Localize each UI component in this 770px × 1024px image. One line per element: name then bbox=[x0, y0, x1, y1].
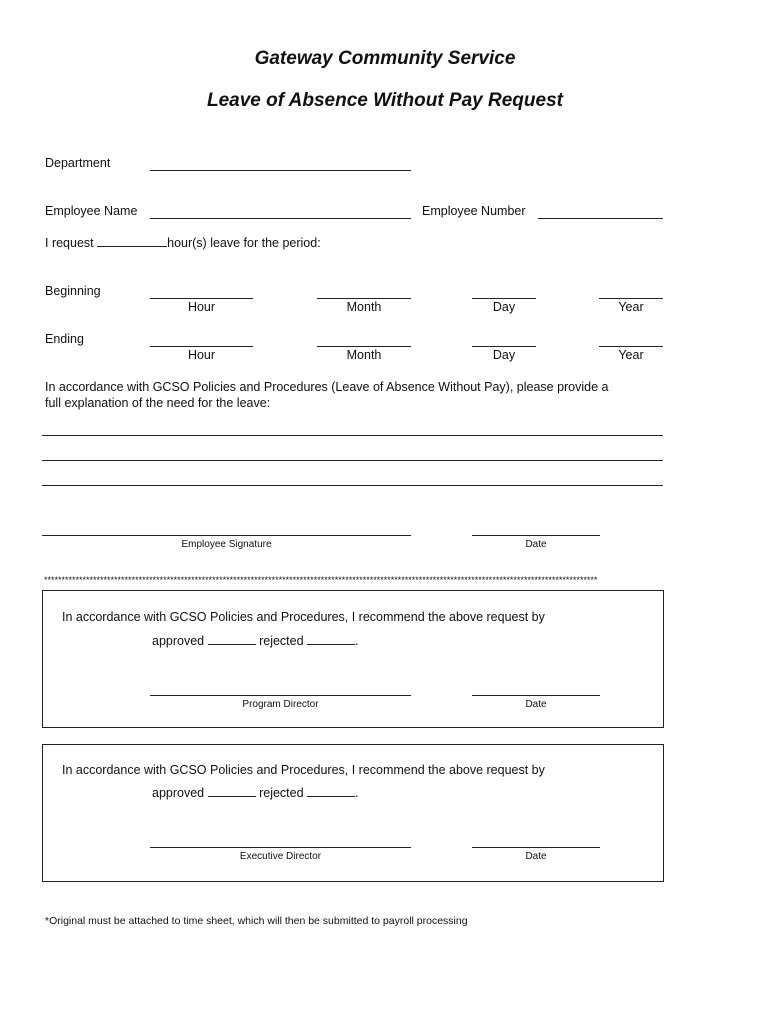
beginning-hour-field[interactable] bbox=[150, 298, 253, 299]
explanation-text-line1: In accordance with GCSO Policies and Procedures (Leave of Absence Without Pay), please provide a bbox=[45, 380, 609, 394]
employee-date-caption: Date bbox=[525, 539, 547, 550]
decision-period: . bbox=[355, 786, 359, 800]
explanation-line-1[interactable] bbox=[42, 435, 663, 436]
program-director-date-field[interactable] bbox=[472, 695, 600, 696]
rejected-label: rejected bbox=[259, 786, 304, 800]
beginning-year-caption: Year bbox=[618, 300, 644, 314]
beginning-year-field[interactable] bbox=[599, 298, 663, 299]
beginning-month-caption: Month bbox=[346, 300, 382, 314]
employee-name-field[interactable] bbox=[150, 218, 411, 219]
executive-director-signature-field[interactable] bbox=[150, 847, 411, 848]
program-director-decision-row bbox=[152, 634, 359, 648]
program-director-statement: In accordance with GCSO Policies and Procedures, I recommend the above request by bbox=[62, 610, 545, 624]
ending-label: Ending bbox=[45, 332, 84, 346]
request-suffix: hour(s) leave for the period: bbox=[167, 236, 321, 250]
program-director-signature-field[interactable] bbox=[150, 695, 411, 696]
ending-month-caption: Month bbox=[346, 348, 382, 362]
ending-month-field[interactable] bbox=[317, 346, 411, 347]
executive-director-decision-row bbox=[152, 786, 359, 800]
employee-signature-caption: Employee Signature bbox=[181, 539, 272, 550]
ending-hour-field[interactable] bbox=[150, 346, 253, 347]
beginning-label: Beginning bbox=[45, 284, 101, 298]
executive-director-date-caption: Date bbox=[525, 851, 547, 862]
executive-director-statement: In accordance with GCSO Policies and Procedures, I recommend the above request by bbox=[62, 763, 545, 777]
approved-label: approved bbox=[152, 634, 205, 648]
request-prefix: I request bbox=[45, 236, 94, 250]
ending-hour-caption: Hour bbox=[187, 348, 216, 362]
organization-title: Gateway Community Service bbox=[254, 48, 516, 69]
beginning-day-caption: Day bbox=[492, 300, 516, 314]
ending-day-field[interactable] bbox=[472, 346, 536, 347]
approved-field[interactable] bbox=[208, 644, 256, 645]
employee-number-field[interactable] bbox=[538, 218, 663, 219]
department-label: Department bbox=[45, 156, 111, 170]
approved-label: approved bbox=[152, 786, 205, 800]
explanation-text-line2: full explanation of the need for the leave: bbox=[45, 396, 271, 410]
ending-day-caption: Day bbox=[492, 348, 516, 362]
separator-asterisks: ************************************************************************************************************************************************************** bbox=[44, 576, 598, 585]
rejected-field[interactable] bbox=[307, 644, 355, 645]
beginning-day-field[interactable] bbox=[472, 298, 536, 299]
employee-name-label: Employee Name bbox=[45, 204, 138, 218]
department-field[interactable] bbox=[150, 170, 411, 171]
approved-field[interactable] bbox=[208, 796, 256, 797]
explanation-line-2[interactable] bbox=[42, 460, 663, 461]
ending-year-caption: Year bbox=[618, 348, 644, 362]
decision-period: . bbox=[355, 634, 359, 648]
explanation-line-3[interactable] bbox=[42, 485, 663, 486]
ending-year-field[interactable] bbox=[599, 346, 663, 347]
rejected-field[interactable] bbox=[307, 796, 355, 797]
program-director-caption: Program Director bbox=[242, 699, 319, 710]
rejected-label: rejected bbox=[259, 634, 304, 648]
form-title: Leave of Absence Without Pay Request bbox=[207, 90, 563, 111]
employee-signature-date-field[interactable] bbox=[472, 535, 600, 536]
footer-note: *Original must be attached to time sheet, which will then be submitted to payroll processing bbox=[45, 915, 468, 927]
request-hours-field[interactable] bbox=[97, 246, 167, 247]
employee-signature-field[interactable] bbox=[42, 535, 411, 536]
beginning-hour-caption: Hour bbox=[187, 300, 216, 314]
beginning-month-field[interactable] bbox=[317, 298, 411, 299]
program-director-date-caption: Date bbox=[525, 699, 547, 710]
executive-director-caption: Executive Director bbox=[239, 851, 322, 862]
executive-director-date-field[interactable] bbox=[472, 847, 600, 848]
employee-number-label: Employee Number bbox=[422, 204, 526, 218]
request-hours-row bbox=[45, 236, 321, 250]
